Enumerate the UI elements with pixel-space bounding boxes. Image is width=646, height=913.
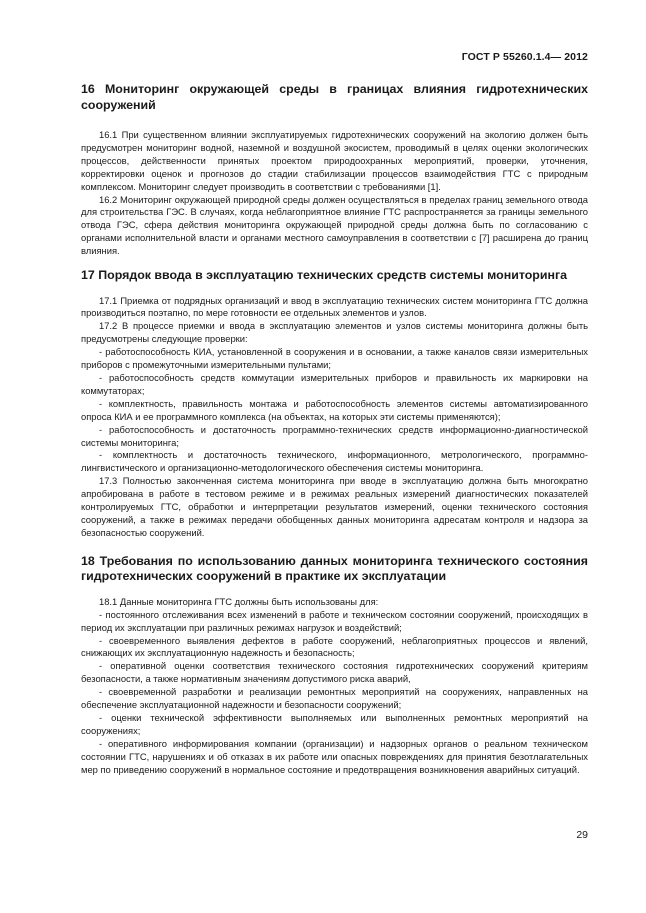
list-item-18-1-5: - оценки технической эффективности выполняемых или выполненных ремонтных мероприятий на сооружениях;	[81, 711, 588, 736]
paragraph-17-1: 17.1 Приемка от подрядных организаций и ввод в эксплуатацию технических систем мониторинга ГТС должна производиться поэтапно, по мере готовности ее отдельных элементов и узлов.	[81, 294, 588, 319]
list-item-18-1-3: - оперативной оценки соответствия технического состояния гидротехнических сооружений критериям безопасности, а также нормативным значениям допустимого риска аварий,	[81, 660, 588, 685]
paragraph-16-2: 16.2 Мониторинг окружающей природной среды должен осуществляться в пределах границ земельного отвода для строительства ГЭС. В случаях, когда неблагоприятное влияние ГТС распространяется за границы земельного отвода ГЭС, сфера действия мониторинга окружающей природной среды должна быть по согласованию с органами исполнительной власти и органами местного самоуправления в соответствии с [7] расширена до границ влияния.	[81, 193, 588, 257]
paragraph-17-3: 17.3 Полностью законченная система мониторинга при вводе в эксплуатацию должна быть многократно апробирована в работе в тестовом режиме и в режимах реальных измерений диагностических показателей контролируемых ГТС, обработки и интерпретации результатов измерений, оценки технического состояния сооружений, а также в режимах передачи обобщенных данных мониторинга адресатам контроля и надзора за безопасностью сооружений.	[81, 475, 588, 538]
list-item-18-1-6: - оперативного информирования компании (организации) и надзорных органов о реальном техническом состоянии ГТС, нарушениях и об отказах в их работе или опасных повреждениях для принятия безотлагательных мер по приведению сооружений в нормальное состояние и предотвращения возникновения аварийных ситуаций.	[81, 737, 588, 775]
list-item-17-2-1: - работоспособность КИА, установленной в сооружения и в основании, а также каналов связи измерительных приборов с промежуточными измерительными пультами;	[81, 346, 588, 371]
list-item-17-2-4: - работоспособность и достаточность программно-технических средств информационно-диагностической системы мониторинга;	[81, 423, 588, 448]
document-body	[81, 82, 588, 776]
paragraph-18-1: 18.1 Данные мониторинга ГТС должны быть использованы для:	[99, 595, 379, 607]
list-item-18-1-2: - своевременного выявления дефектов в работе сооружений, неблагоприятных процессов и явлений, снижающих их эксплуатационную надежность и безопасность;	[81, 634, 588, 659]
list-item-17-2-2: - работоспособность средств коммутации измерительных приборов и правильность их маркировки на коммутаторах;	[81, 372, 588, 396]
list-item-17-2-5: - комплектность и достаточность технического, информационного, метрологического, программно-лингвистического и организационно-методологического обеспечения системы мониторинга.	[81, 449, 588, 474]
list-item-18-1-1: - постоянного отслеживания всех изменений в работе и техническом состоянии сооружений, происходящих в период их эксплуатации при различных режимах нагрузок и воздействий;	[81, 608, 588, 633]
section-17-title: 17 Порядок ввода в эксплуатацию технических средств системы мониторинга	[81, 268, 568, 283]
section-16-title: 16 Мониторинг окружающей среды в границах влияния гидротехнических сооружений	[81, 82, 588, 112]
section-18-title: 18 Требования по использованию данных мониторинга технического состояния гидротехнических сооружений в практике их эксплуатации	[81, 553, 588, 584]
page-number: 29	[576, 829, 588, 841]
list-item-17-2-3: - комплектность, правильность монтажа и работоспособность элементов системы автоматизированного опроса КИА и ее программного комплекса (на объектах, на которых эти системы применяются);	[81, 397, 588, 422]
paragraph-16-1: 16.1 При существенном влиянии эксплуатируемых гидротехнических сооружений на экологию должен быть предусмотрен мониторинг водной, наземной и воздушной экосистем, проводимый в целях оценки экологических процессов, действенности принятых проектом природоохранных мероприятий, проверки, уточнения, корректировки оценок и прогнозов до стадии стабилизации процессов взаимодействия ГТС с природным комплексом. Мониторинг следует производить в соответствии с требованиями [1].	[81, 129, 588, 192]
paragraph-17-2: 17.2 В процессе приемки и ввода в эксплуатацию элементов и узлов системы мониторинга должны быть предусмотрены следующие проверки:	[81, 320, 588, 345]
list-item-18-1-4: - своевременной разработки и реализации ремонтных мероприятий на сооружениях, направленных на обеспечение эксплуатационной надежности и безопасности сооружений;	[81, 686, 588, 711]
document-number-header: ГОСТ Р 55260.1.4— 2012	[461, 51, 588, 63]
